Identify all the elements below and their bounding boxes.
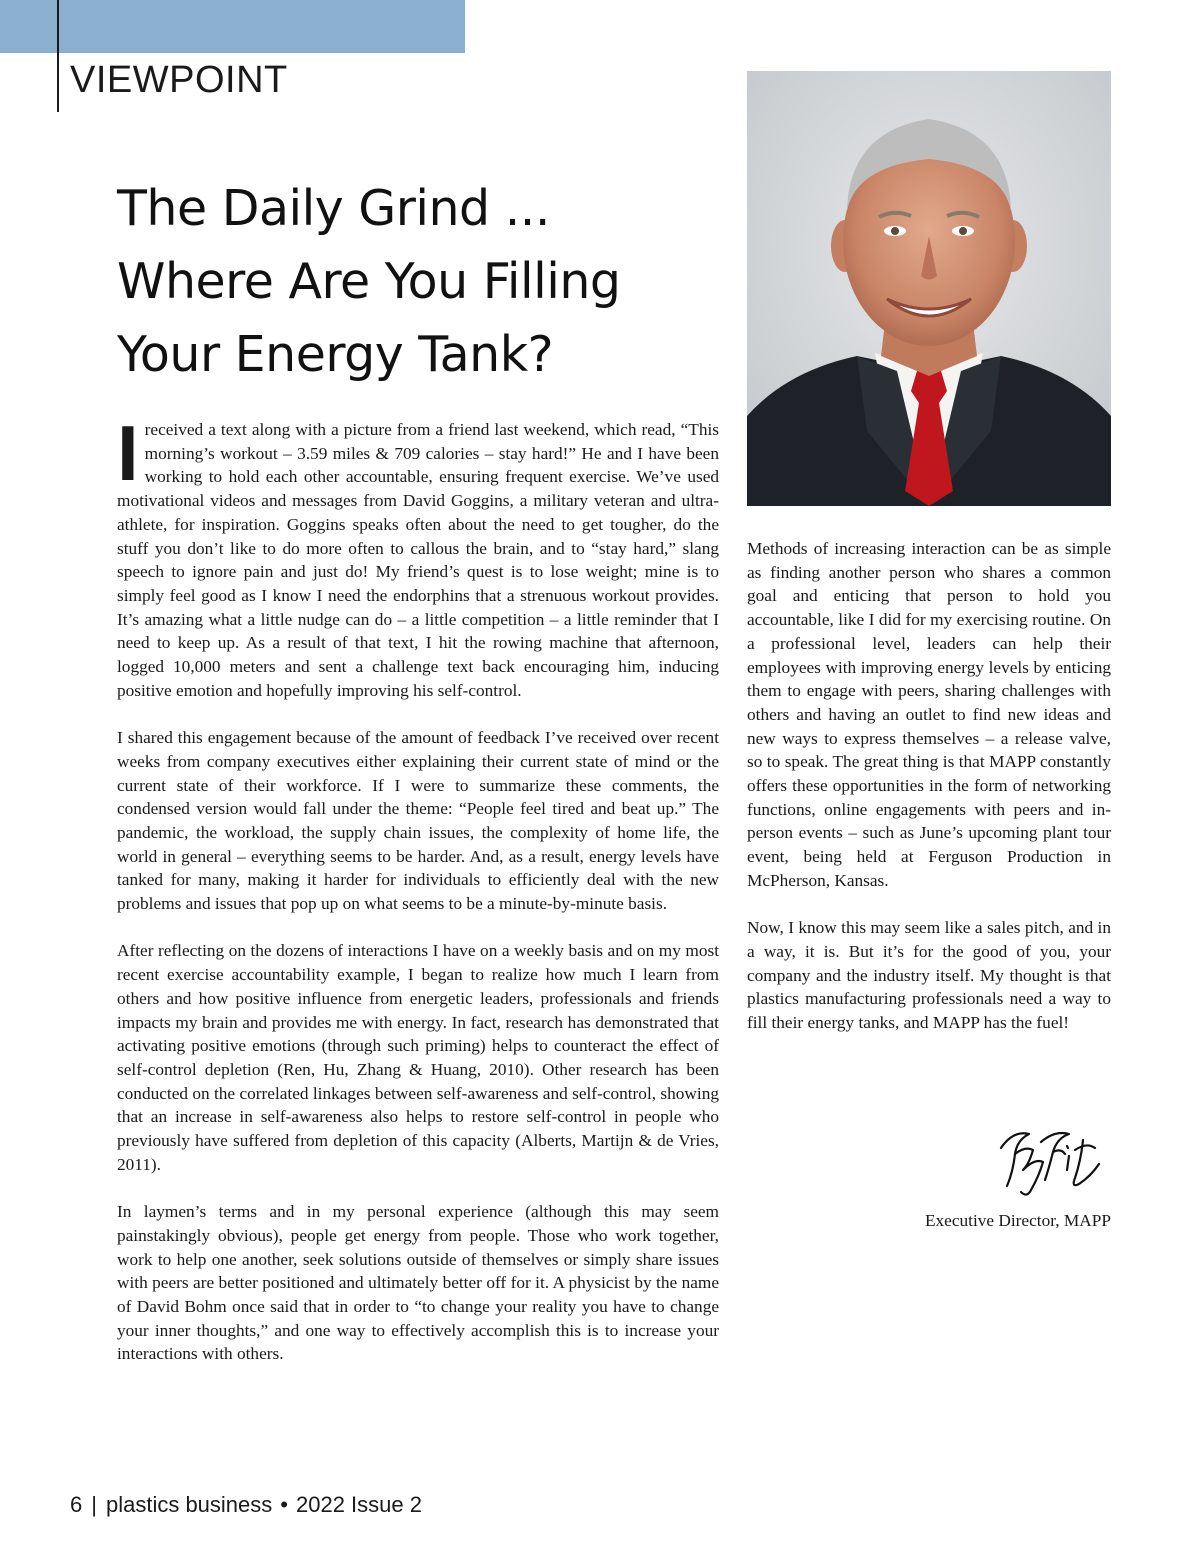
- page-footer: [70, 1492, 422, 1518]
- headline-line-3: Your Energy Tank?: [117, 326, 554, 383]
- author-portrait: [747, 71, 1111, 506]
- paragraph-5: Methods of increasing interaction can be as simple as finding another person who shares a common goal and enticing that person to hold you accountable, like I did for my exercising routine. On a professional level, leaders can help their employees with improving energy levels by enticing them to engage with peers, sharing challenges with others and having an outlet to find new ideas and new ways to express themselves – a release valve, so to speak. The great thing is that MAPP constantly offers these opportunities in the form of networking functions, online engagements with peers and in-person events – such as June’s upcoming plant tour event, being held at Ferguson Production in McPherson, Kansas.: [747, 539, 1111, 890]
- paragraph-4: In laymen’s terms and in my personal experience (although this may seem painstakingly obvious), people get energy from people. Those who work together, work to help one another, seek solutions outside of themselves or simply share issues with peers are better positioned and ultimately better off for it. A physicist by the name of David Bohm once said that in order to “to change your reality you have to change your inner thoughts,” and one way to effectively accomplish this is to increase your interactions with others.: [117, 1202, 719, 1364]
- paragraph-3: After reflecting on the dozens of interactions I have on a weekly basis and on my most recent exercise accountability example, I began to realize how much I learn from others and how positive influence from energetic leaders, professionals and friends impacts my brain and provides me with energy. In fact, research has demonstrated that activating positive emotions (through such priming) helps to counteract the effect of self-control depletion (Ren, Hu, Zhang & Huang, 2010). Other research has been conducted on the correlated linkages between self-awareness and self-control, showing that an increase in self-awareness also helps to restore self-control in people who previously have suffered from depletion of this capacity (Alberts, Martijn & de Vries, 2011).: [117, 941, 719, 1174]
- paragraph-6: Now, I know this may seem like a sales pitch, and in a way, it is. But it’s for the good of you, your company and the industry itself. My thought is that plastics manufacturing professionals need a way to fill their energy tanks, and MAPP has the fuel!: [747, 918, 1111, 1033]
- paragraph-1-text: received a text along with a picture from a friend last weekend, which read, “This morning’s workout – 3.59 miles & 709 calories – stay hard!” He and I have been working to hold each other accountable, ensuring frequent exercise. We’ve used motivational videos and messages from David Goggins, a military veteran and ultra-athlete, for inspiration. Goggins speaks often about the need to get tougher, do the stuff you don’t like to do more often to callous the brain, and to “stay hard,” slang speech to ignore pain and just do! My friend’s quest is to lose weight; mine is to simply feel good as I know I need the endorphins that a strenuous workout provides. It’s amazing what a little nudge can do – a little competition – a little reminder that I need to keep up. As a result of that text, I hit the rowing machine that afternoon, logged 10,000 meters and sent a challenge text back encouraging him, inducing positive emotion and hopefully improving his self-control.: [117, 420, 719, 700]
- article-column-right: [747, 537, 1111, 1058]
- headline-line-2: Where Are You Filling: [117, 253, 621, 310]
- author-signature: [995, 1120, 1107, 1200]
- footer-separator: |: [91, 1492, 97, 1517]
- paragraph-1: [117, 409, 719, 702]
- article-column-left: [117, 409, 719, 1390]
- issue-label: 2022 Issue 2: [295, 1492, 422, 1517]
- author-title: Executive Director, MAPP: [924, 1211, 1111, 1230]
- article-headline: [117, 172, 717, 391]
- drop-cap: I: [117, 409, 139, 497]
- paragraph-2: I shared this engagement because of the amount of feedback I’ve received over recent weeks from company executives either explaining their current state of mind or the current state of their workforce. If I were to summarize these comments, the condensed version would fall under the theme: “People feel tired and beat up.” The pandemic, the workload, the supply chain issues, the complexity of home life, the world in general – everything seems to be harder. And, as a result, energy levels have tanked for many, making it harder for individuals to efficiently deal with the new problems and issues that pop up on what seems to be a minute-by-minute basis.: [117, 728, 719, 914]
- headline-line-1: The Daily Grind ...: [117, 180, 550, 237]
- section-color-bar: [0, 0, 465, 53]
- section-divider: [57, 0, 59, 112]
- section-label: VIEWPOINT: [70, 59, 288, 101]
- footer-bullet: •: [280, 1492, 288, 1517]
- publication-name: plastics business: [105, 1492, 273, 1517]
- page-number: 6: [70, 1492, 83, 1517]
